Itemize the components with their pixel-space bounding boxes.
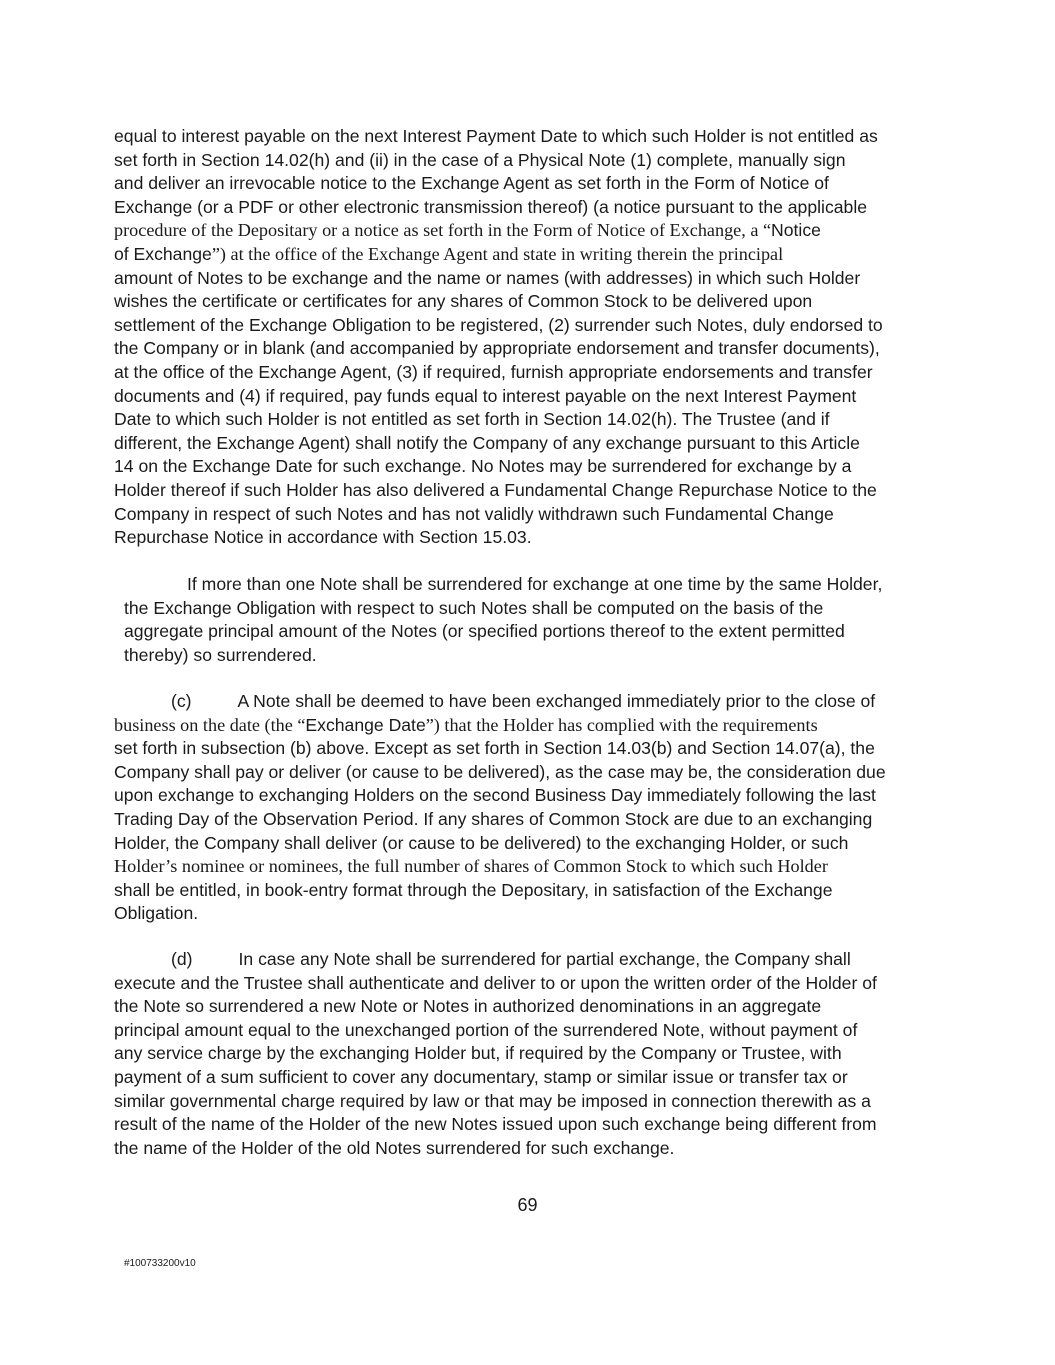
text-line xyxy=(114,690,944,714)
text-segment: ”) that the Holder has complied with the requirements xyxy=(425,714,818,735)
text-line: the Note so surrendered a new Note or Notes in authorized denominations in an aggregate xyxy=(114,996,822,1017)
text-line: Trading Day of the Observation Period. If any shares of Common Stock are due to an exchanging xyxy=(114,808,873,829)
text-line: payment of a sum sufficient to cover any documentary, stamp or similar issue or transfer tax or xyxy=(114,1066,848,1087)
text-line: set forth in Section 14.02(h) and (ii) in the case of a Physical Note (1) complete, manually sign xyxy=(114,149,846,170)
text-line: the Exchange Obligation with respect to such Notes shall be computed on the basis of the xyxy=(124,597,824,618)
text-line: equal to interest payable on the next Interest Payment Date to which such Holder is not entitled as xyxy=(114,126,878,146)
text-line: 14 on the Exchange Date for such exchange. No Notes may be surrendered for exchange by a xyxy=(114,456,852,477)
text-segment: procedure of the Depositary or a notice as set forth in the Form of Notice of Exchange, a “ xyxy=(114,220,772,241)
text-line: settlement of the Exchange Obligation to be registered, (2) surrender such Notes, duly endorsed to xyxy=(114,314,883,335)
page-number: 69 xyxy=(517,1195,538,1215)
paragraph-d-partial-exchange xyxy=(114,948,944,1160)
text-line: and deliver an irrevocable notice to the Exchange Agent as set forth in the Form of Notice of xyxy=(114,173,829,194)
text-segment: In case any Note shall be surrendered for partial exchange, the Company shall xyxy=(238,949,851,969)
text-line: Holder thereof if such Holder has also delivered a Fundamental Change Repurchase Notice to the xyxy=(114,479,877,500)
text-line: execute and the Trustee shall authenticate and deliver to or upon the written order of the Holder of xyxy=(114,972,877,993)
text-line: Company shall pay or deliver (or cause to be delivered), as the case may be, the consideration due xyxy=(114,761,886,782)
text-line: different, the Exchange Agent) shall notify the Company of any exchange pursuant to this Article xyxy=(114,432,860,453)
text-line: If more than one Note shall be surrendered for exchange at one time by the same Holder, xyxy=(187,574,883,594)
text-line: any service charge by the exchanging Holder but, if required by the Company or Trustee, with xyxy=(114,1043,842,1064)
text-line: set forth in subsection (b) above. Except as set forth in Section 14.03(b) and Section 14.07(a), the xyxy=(114,738,875,759)
text-line: amount of Notes to be exchange and the name or names (with addresses) in which such Holder xyxy=(114,267,861,288)
text-line: result of the name of the Holder of the new Notes issued upon such exchange being different from xyxy=(114,1114,877,1135)
text-line: documents and (4) if required, pay funds equal to interest payable on the next Interest Payment xyxy=(114,385,857,406)
defined-term-of-exchange: of Exchange xyxy=(114,243,212,264)
text-segment: business on the date (the “ xyxy=(114,714,306,735)
text-line: Holder’s nominee or nominees, the full number of shares of Common Stock to which such Holder xyxy=(114,856,828,877)
text-line: shall be entitled, in book-entry format through the Depositary, in satisfaction of the Exchange xyxy=(114,879,833,900)
text-line: wishes the certificate or certificates for any shares of Common Stock to be delivered upon xyxy=(114,291,813,312)
text-line: upon exchange to exchanging Holders on the second Business Day immediately following the last xyxy=(114,785,876,806)
defined-term-exchange-date: Exchange Date xyxy=(305,714,426,735)
text-line: Date to which such Holder is not entitled as set forth in Section 14.02(h). The Trustee (and if xyxy=(114,409,830,430)
text-line xyxy=(114,243,944,267)
text-line: principal amount equal to the unexchanged portion of the surrendered Note, without payment of xyxy=(114,1019,858,1040)
text-line: the Company or in blank (and accompanied by appropriate endorsement and transfer documents), xyxy=(114,338,880,359)
text-line: Company in respect of such Notes and has not validly withdrawn such Fundamental Change xyxy=(114,503,834,524)
text-line xyxy=(114,948,944,972)
text-line xyxy=(114,714,944,738)
text-line xyxy=(114,219,944,243)
paragraph-multiple-notes xyxy=(124,573,934,667)
text-line: Obligation. xyxy=(114,903,199,924)
text-line: Holder, the Company shall deliver (or cause to be delivered) to the exchanging Holder, or such xyxy=(114,832,849,853)
paragraph-c-exchange-date xyxy=(114,690,944,926)
section-label-c: (c) xyxy=(171,691,192,711)
text-line: the name of the Holder of the old Notes surrendered for such exchange. xyxy=(114,1137,675,1158)
text-segment: A Note shall be deemed to have been exchanged immediately prior to the close of xyxy=(237,691,876,711)
text-line: similar governmental charge required by law or that may be imposed in connection therewith as a xyxy=(114,1090,871,1111)
text-line: thereby) so surrendered. xyxy=(124,644,317,665)
defined-term-notice: Notice xyxy=(771,220,821,241)
text-line: aggregate principal amount of the Notes (or specified portions thereof to the extent permitted xyxy=(124,621,845,642)
section-label-d: (d) xyxy=(171,949,193,969)
paragraph-exchange-procedure xyxy=(114,125,944,550)
text-line: at the office of the Exchange Agent, (3) if required, furnish appropriate endorsements and transfer xyxy=(114,361,873,382)
text-line: Exchange (or a PDF or other electronic transmission thereof) (a notice pursuant to the applicable xyxy=(114,196,868,217)
text-segment: ”) at the office of the Exchange Agent and state in writing therein the principal xyxy=(211,243,784,264)
text-line: Repurchase Notice in accordance with Section 15.03. xyxy=(114,527,532,548)
document-id: #100733200v10 xyxy=(124,1258,196,1269)
